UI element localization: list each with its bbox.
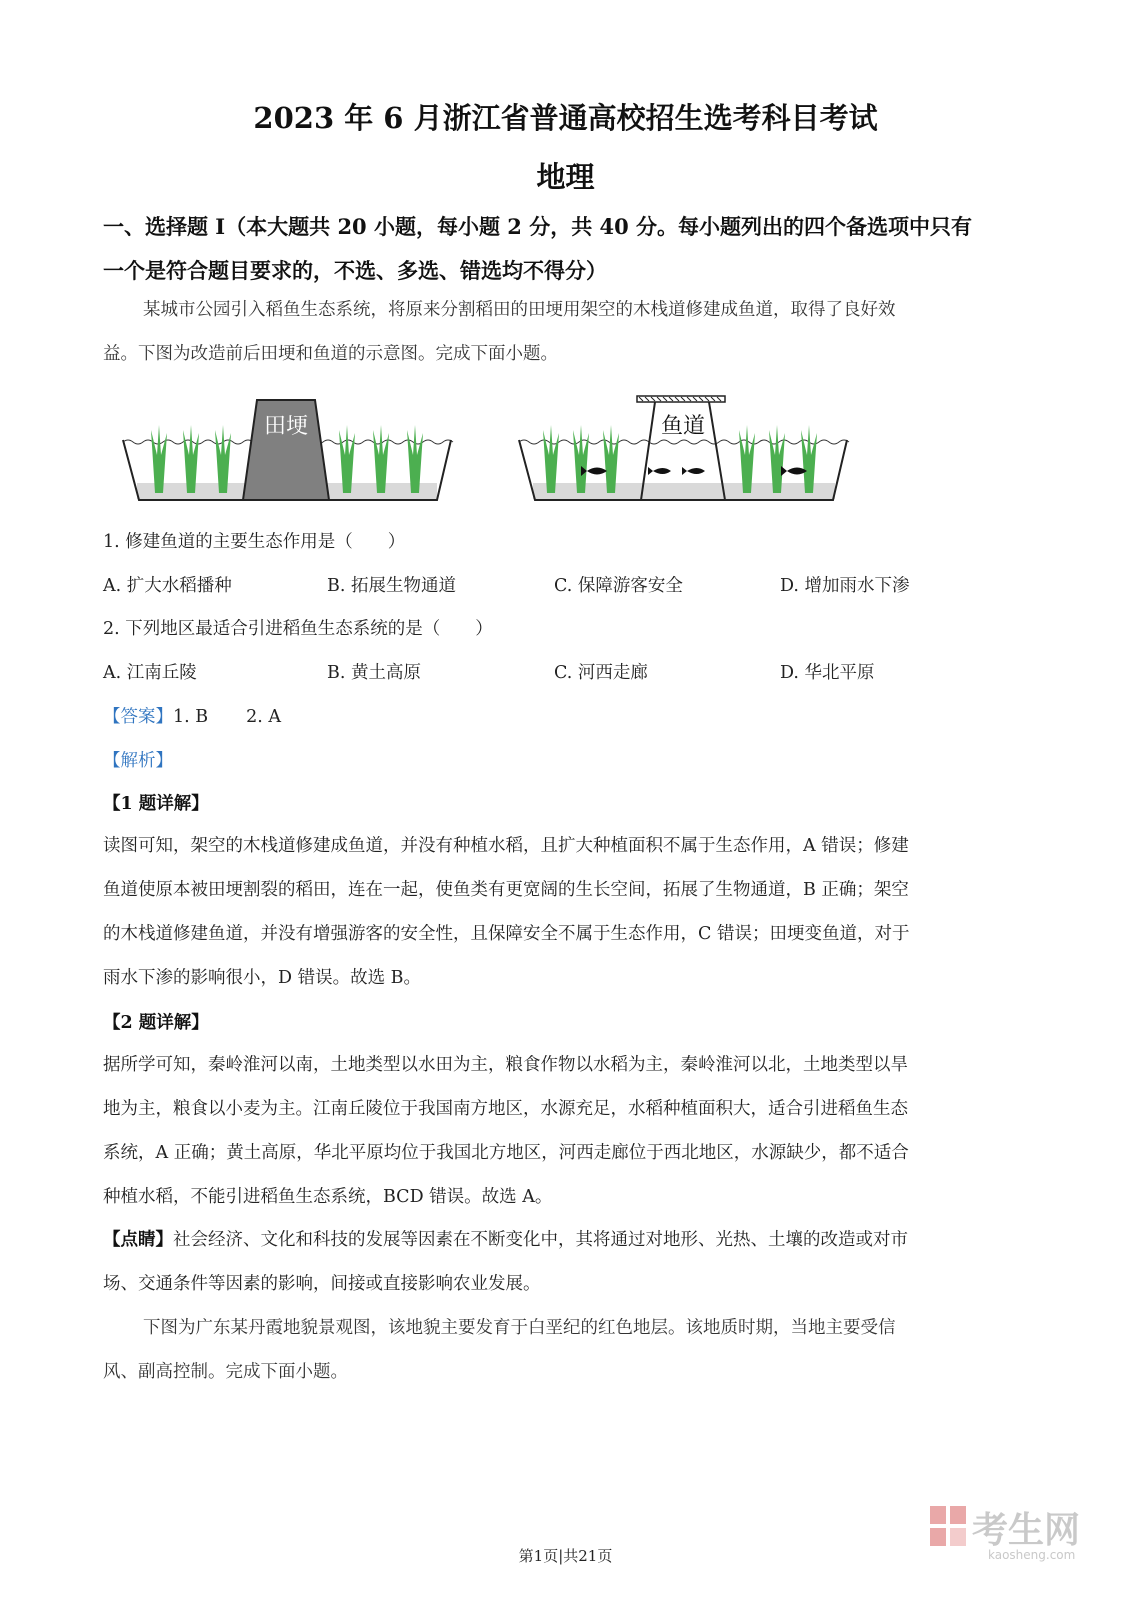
watermark-text: 考生网 xyxy=(972,1510,1081,1551)
before-diagram xyxy=(123,400,453,500)
q1-option-a[interactable]: A. 扩大水稻播种 xyxy=(103,576,232,596)
q2-detail-heading: 【2 题详解】 xyxy=(103,1013,209,1033)
passage-2 xyxy=(103,1306,1023,1394)
page-title: 2023 年 6 月浙江省普通高校招生选考科目考试 xyxy=(253,101,878,135)
q1-option-c[interactable]: C. 保障游客安全 xyxy=(554,576,683,596)
passage-1-line2: 益。下图为改造前后田埂和鱼道的示意图。完成下面小题。 xyxy=(103,344,558,364)
section-heading-line1: 一、选择题 I（本大题共 20 小题，每小题 2 分，共 40 分。每小题列出的四个备选项中只有 xyxy=(103,214,973,239)
q1-detail-heading: 【1 题详解】 xyxy=(103,794,209,814)
q1-detail-line: 读图可知，架空的木栈道修建成鱼道，并没有种植水稻，且扩大种植面积不属于生态作用，A 错误；修建 xyxy=(103,836,909,856)
tip-label: 【点睛】 xyxy=(103,1230,173,1250)
q1-option-b[interactable]: B. 拓展生物通道 xyxy=(327,576,456,596)
passage-2-line1: 下图为广东某丹霞地貌景观图，该地貌主要发育于白垩纪的红色地层。该地质时期，当地主要受信 xyxy=(143,1318,896,1338)
q2-option-a[interactable]: A. 江南丘陵 xyxy=(103,663,197,683)
answer-label: 【答案】 xyxy=(103,707,173,727)
tip-line1 xyxy=(103,1218,1023,1262)
question-1-stem: 1. 修建鱼道的主要生态作用是（ ） xyxy=(103,532,406,552)
q1-detail-line: 鱼道使原本被田埂割裂的稻田，连在一起，使鱼类有更宽阔的生长空间，拓展了生物通道，B 正确；架空 xyxy=(103,880,909,900)
fish-channel-label: 鱼道 xyxy=(660,414,706,439)
ridge-label: 田埂 xyxy=(263,414,309,439)
question-2-options xyxy=(103,659,1023,689)
q2-detail-body xyxy=(103,1043,1023,1219)
q2-option-c[interactable]: C. 河西走廊 xyxy=(554,663,648,683)
section-heading xyxy=(103,205,1023,293)
q1-detail-body xyxy=(103,824,1023,1000)
tip-text: 社会经济、文化和科技的发展等因素在不断变化中，其将通过对地形、光热、土壤的改造或对市 xyxy=(173,1230,908,1250)
q2-detail-line: 种植水稻，不能引进稻鱼生态系统，BCD 错误。故选 A。 xyxy=(103,1187,553,1207)
section-heading-line2: 一个是符合题目要求的，不选、多选、错选均不得分） xyxy=(103,258,607,283)
q2-detail-line: 据所学可知，秦岭淮河以南，土地类型以水田为主，粮食作物以水稻为主，秦岭淮河以北，土地类型以旱 xyxy=(103,1055,908,1075)
watermark-url: kaosheng.com xyxy=(988,1548,1076,1562)
q2-detail-line: 系统，A 正确；黄土高原，华北平原均位于我国北方地区，河西走廊位于西北地区，水源缺少，都不适合 xyxy=(103,1143,909,1163)
passage-2-line2: 风、副高控制。完成下面小题。 xyxy=(103,1362,348,1382)
rice-fish-diagram xyxy=(115,385,865,515)
answer-2: 2. A xyxy=(246,707,282,727)
after-diagram xyxy=(519,396,849,500)
page-footer: 第1页|共21页 xyxy=(518,1547,613,1565)
kaosheng-logo-icon xyxy=(928,1504,968,1548)
q2-option-b[interactable]: B. 黄土高原 xyxy=(327,663,421,683)
q1-option-d[interactable]: D. 增加雨水下渗 xyxy=(780,576,910,596)
question-1-options xyxy=(103,572,1023,602)
answer-line xyxy=(103,703,281,728)
q2-detail-line: 地为主，粮食以小麦为主。江南丘陵位于我国南方地区，水源充足，水稻种植面积大，适合引进稻鱼生态 xyxy=(103,1099,908,1119)
q1-detail-line: 雨水下渗的影响很小，D 错误。故选 B。 xyxy=(103,968,422,988)
question-2-stem: 2. 下列地区最适合引进稻鱼生态系统的是（ ） xyxy=(103,619,493,639)
tip-block xyxy=(103,1218,1023,1306)
passage-1 xyxy=(103,288,1023,376)
q1-detail-line: 的木栈道修建鱼道，并没有增强游客的安全性，且保障安全不属于生态作用，C 错误；田埂变鱼道，对于 xyxy=(103,924,910,944)
answer-1: 1. B xyxy=(173,707,209,727)
passage-1-line1: 某城市公园引入稻鱼生态系统，将原来分割稻田的田埂用架空的木栈道修建成鱼道，取得了良好效 xyxy=(143,300,896,320)
subject-title: 地理 xyxy=(536,160,595,194)
analysis-label: 【解析】 xyxy=(103,751,173,771)
tip-line2: 场、交通条件等因素的影响，间接或直接影响农业发展。 xyxy=(103,1274,541,1294)
q2-option-d[interactable]: D. 华北平原 xyxy=(780,663,875,683)
